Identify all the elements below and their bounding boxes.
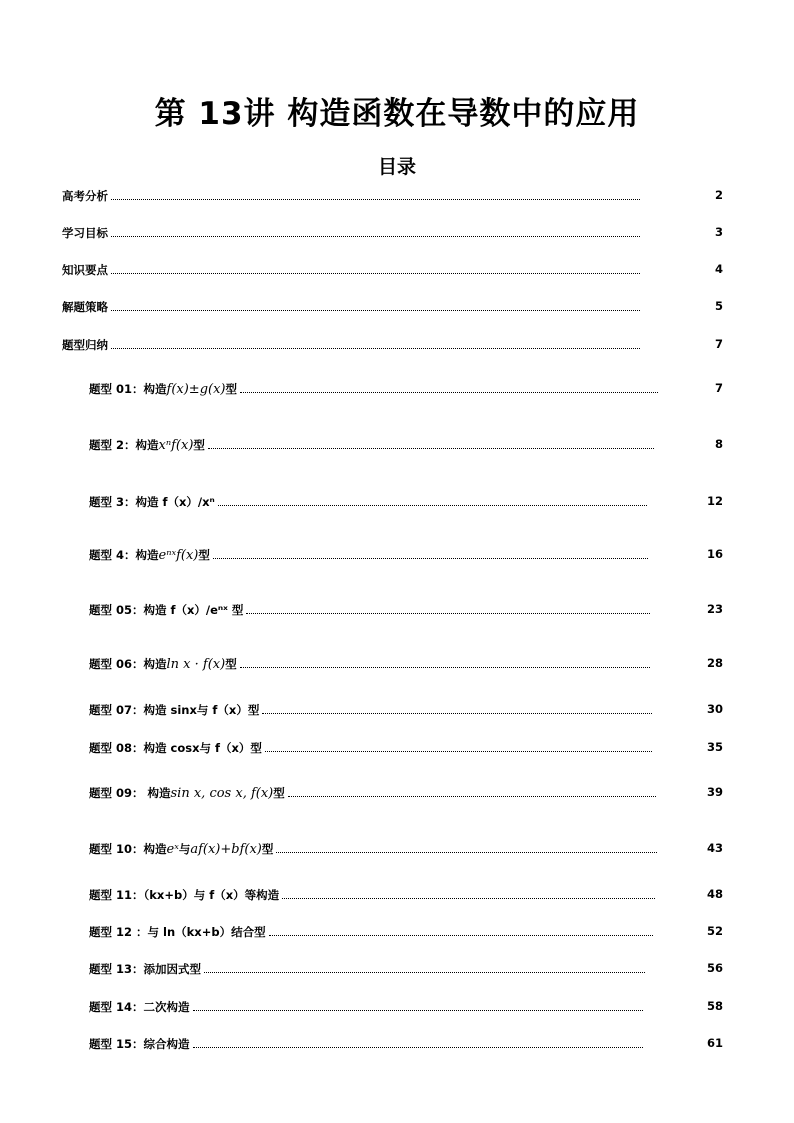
leader-dots bbox=[218, 505, 647, 506]
toc-subentry-label: 题型 3：构造 f（x）/xⁿ bbox=[89, 495, 215, 509]
toc-subentry-suffix: 型 bbox=[225, 382, 237, 396]
toc-entry[interactable] bbox=[62, 225, 642, 243]
toc-subentry[interactable] bbox=[89, 381, 660, 399]
page-title: 第 13讲 构造函数在导数中的应用 bbox=[154, 96, 640, 132]
toc-entry-page: 7 bbox=[714, 337, 723, 351]
toc-entry-page: 3 bbox=[714, 225, 723, 239]
toc-subentry[interactable] bbox=[89, 547, 650, 565]
leader-dots bbox=[269, 935, 653, 936]
toc-subentry-page: 28 bbox=[706, 656, 723, 670]
toc-subentry[interactable] bbox=[89, 494, 649, 512]
toc-subentry[interactable] bbox=[89, 702, 654, 720]
toc-subentry-page: 8 bbox=[714, 437, 723, 451]
toc-entry[interactable] bbox=[62, 299, 642, 317]
toc-entry-page: 2 bbox=[714, 188, 723, 202]
toc-entry-page: 4 bbox=[714, 262, 723, 276]
leader-dots bbox=[213, 558, 648, 559]
leader-dots bbox=[282, 898, 655, 899]
leader-dots bbox=[240, 392, 658, 393]
toc-subentry-page: 7 bbox=[714, 381, 723, 395]
leader-dots bbox=[240, 667, 650, 668]
toc-subentry-page: 52 bbox=[706, 924, 723, 938]
toc-subentry[interactable] bbox=[89, 785, 658, 803]
toc-entry[interactable] bbox=[62, 337, 642, 355]
toc-subentry[interactable] bbox=[89, 924, 655, 942]
toc-subentry-label: 题型 11：（kx+b）与 f（x）等构造 bbox=[89, 888, 280, 902]
leader-dots bbox=[111, 348, 640, 349]
toc-subentry-page: 61 bbox=[706, 1036, 723, 1050]
toc-entry-label: 学习目标 bbox=[62, 226, 108, 240]
leader-dots bbox=[111, 236, 640, 237]
toc-subentry-label: 题型 2：构造 bbox=[89, 438, 159, 452]
toc-subentry-suffix: 型 bbox=[273, 786, 285, 800]
toc-subentry[interactable] bbox=[89, 437, 656, 455]
toc-entry-label: 知识要点 bbox=[62, 263, 108, 277]
toc-entry-page: 5 bbox=[714, 299, 723, 313]
toc-subentry-label: 题型 05：构造 f（x）/eⁿˣ 型 bbox=[89, 603, 244, 617]
toc-subentry-page: 58 bbox=[706, 999, 723, 1013]
toc-subentry[interactable] bbox=[89, 961, 647, 979]
leader-dots bbox=[111, 273, 640, 274]
toc-subentry-label: 题型 01：构造 bbox=[89, 382, 167, 396]
toc-subentry-label: 题型 4：构造 bbox=[89, 548, 159, 562]
leader-dots bbox=[111, 199, 640, 200]
toc-subentry-suffix: 型 bbox=[193, 438, 205, 452]
toc-subentry-label: 题型 06：构造 bbox=[89, 657, 167, 671]
math-expression: af(x)+bf(x) bbox=[190, 842, 262, 857]
toc-entry[interactable] bbox=[62, 262, 642, 280]
math-expression: ln x · f(x) bbox=[166, 657, 226, 672]
leader-dots bbox=[262, 713, 652, 714]
toc-subentry-label: 题型 07：构造 sinx与 f（x）型 bbox=[89, 703, 260, 717]
leader-dots bbox=[193, 1047, 643, 1048]
math-expression: f(x)±g(x) bbox=[166, 382, 226, 397]
toc-subentry-label: 题型 09： 构造 bbox=[89, 786, 171, 800]
toc-subentry[interactable] bbox=[89, 656, 652, 674]
toc-entry-label: 解题策略 bbox=[62, 300, 108, 314]
toc-subentry-page: 30 bbox=[706, 702, 723, 716]
toc-subentry-page: 35 bbox=[706, 740, 723, 754]
toc-subentry-page: 12 bbox=[706, 494, 723, 508]
toc-subentry-page: 43 bbox=[706, 841, 723, 855]
leader-dots bbox=[288, 796, 656, 797]
toc-subentry-page: 56 bbox=[706, 961, 723, 975]
leader-dots bbox=[276, 852, 657, 853]
toc-entry-label: 题型归纳 bbox=[62, 338, 108, 352]
toc-subentry-page: 48 bbox=[706, 887, 723, 901]
math-expression: eⁿˣf(x) bbox=[158, 548, 199, 563]
leader-dots bbox=[208, 448, 654, 449]
leader-dots bbox=[193, 1010, 643, 1011]
math-expression: eˣ bbox=[166, 842, 179, 857]
toc-subentry-label: 题型 12 ：与 ln（kx+b）结合型 bbox=[89, 925, 266, 939]
toc-subentry[interactable] bbox=[89, 740, 654, 758]
toc-subentry-label: 题型 14：二次构造 bbox=[89, 1000, 190, 1014]
toc-subentry-label: 题型 13：添加因式型 bbox=[89, 962, 202, 976]
toc-subentry-label: 题型 10：构造 bbox=[89, 842, 167, 856]
toc-entry-label: 高考分析 bbox=[62, 189, 108, 203]
math-expression: xⁿf(x) bbox=[158, 438, 194, 453]
toc-subentry[interactable] bbox=[89, 999, 645, 1017]
toc-heading: 目录 bbox=[377, 156, 416, 178]
leader-dots bbox=[204, 972, 645, 973]
toc-subentry[interactable] bbox=[89, 841, 659, 859]
toc-subentry[interactable] bbox=[89, 602, 652, 620]
leader-dots bbox=[246, 613, 650, 614]
toc-subentry-page: 16 bbox=[706, 547, 723, 561]
toc-subentry-page: 23 bbox=[706, 602, 723, 616]
leader-dots bbox=[111, 310, 640, 311]
leader-dots bbox=[265, 751, 652, 752]
toc-subentry-page: 39 bbox=[706, 785, 723, 799]
toc-subentry-suffix: 型 bbox=[225, 657, 237, 671]
toc-subentry[interactable] bbox=[89, 1036, 645, 1054]
math-expression: sin x, cos x, f(x) bbox=[170, 786, 274, 801]
toc-subentry-connector: 与 bbox=[178, 842, 191, 856]
toc-subentry-suffix: 型 bbox=[261, 842, 274, 856]
toc-entry[interactable] bbox=[62, 188, 642, 206]
toc-subentry-label: 题型 08：构造 cosx与 f（x）型 bbox=[89, 741, 262, 755]
toc-subentry[interactable] bbox=[89, 887, 657, 905]
toc-subentry-suffix: 型 bbox=[198, 548, 210, 562]
toc-subentry-label: 题型 15：综合构造 bbox=[89, 1037, 190, 1051]
